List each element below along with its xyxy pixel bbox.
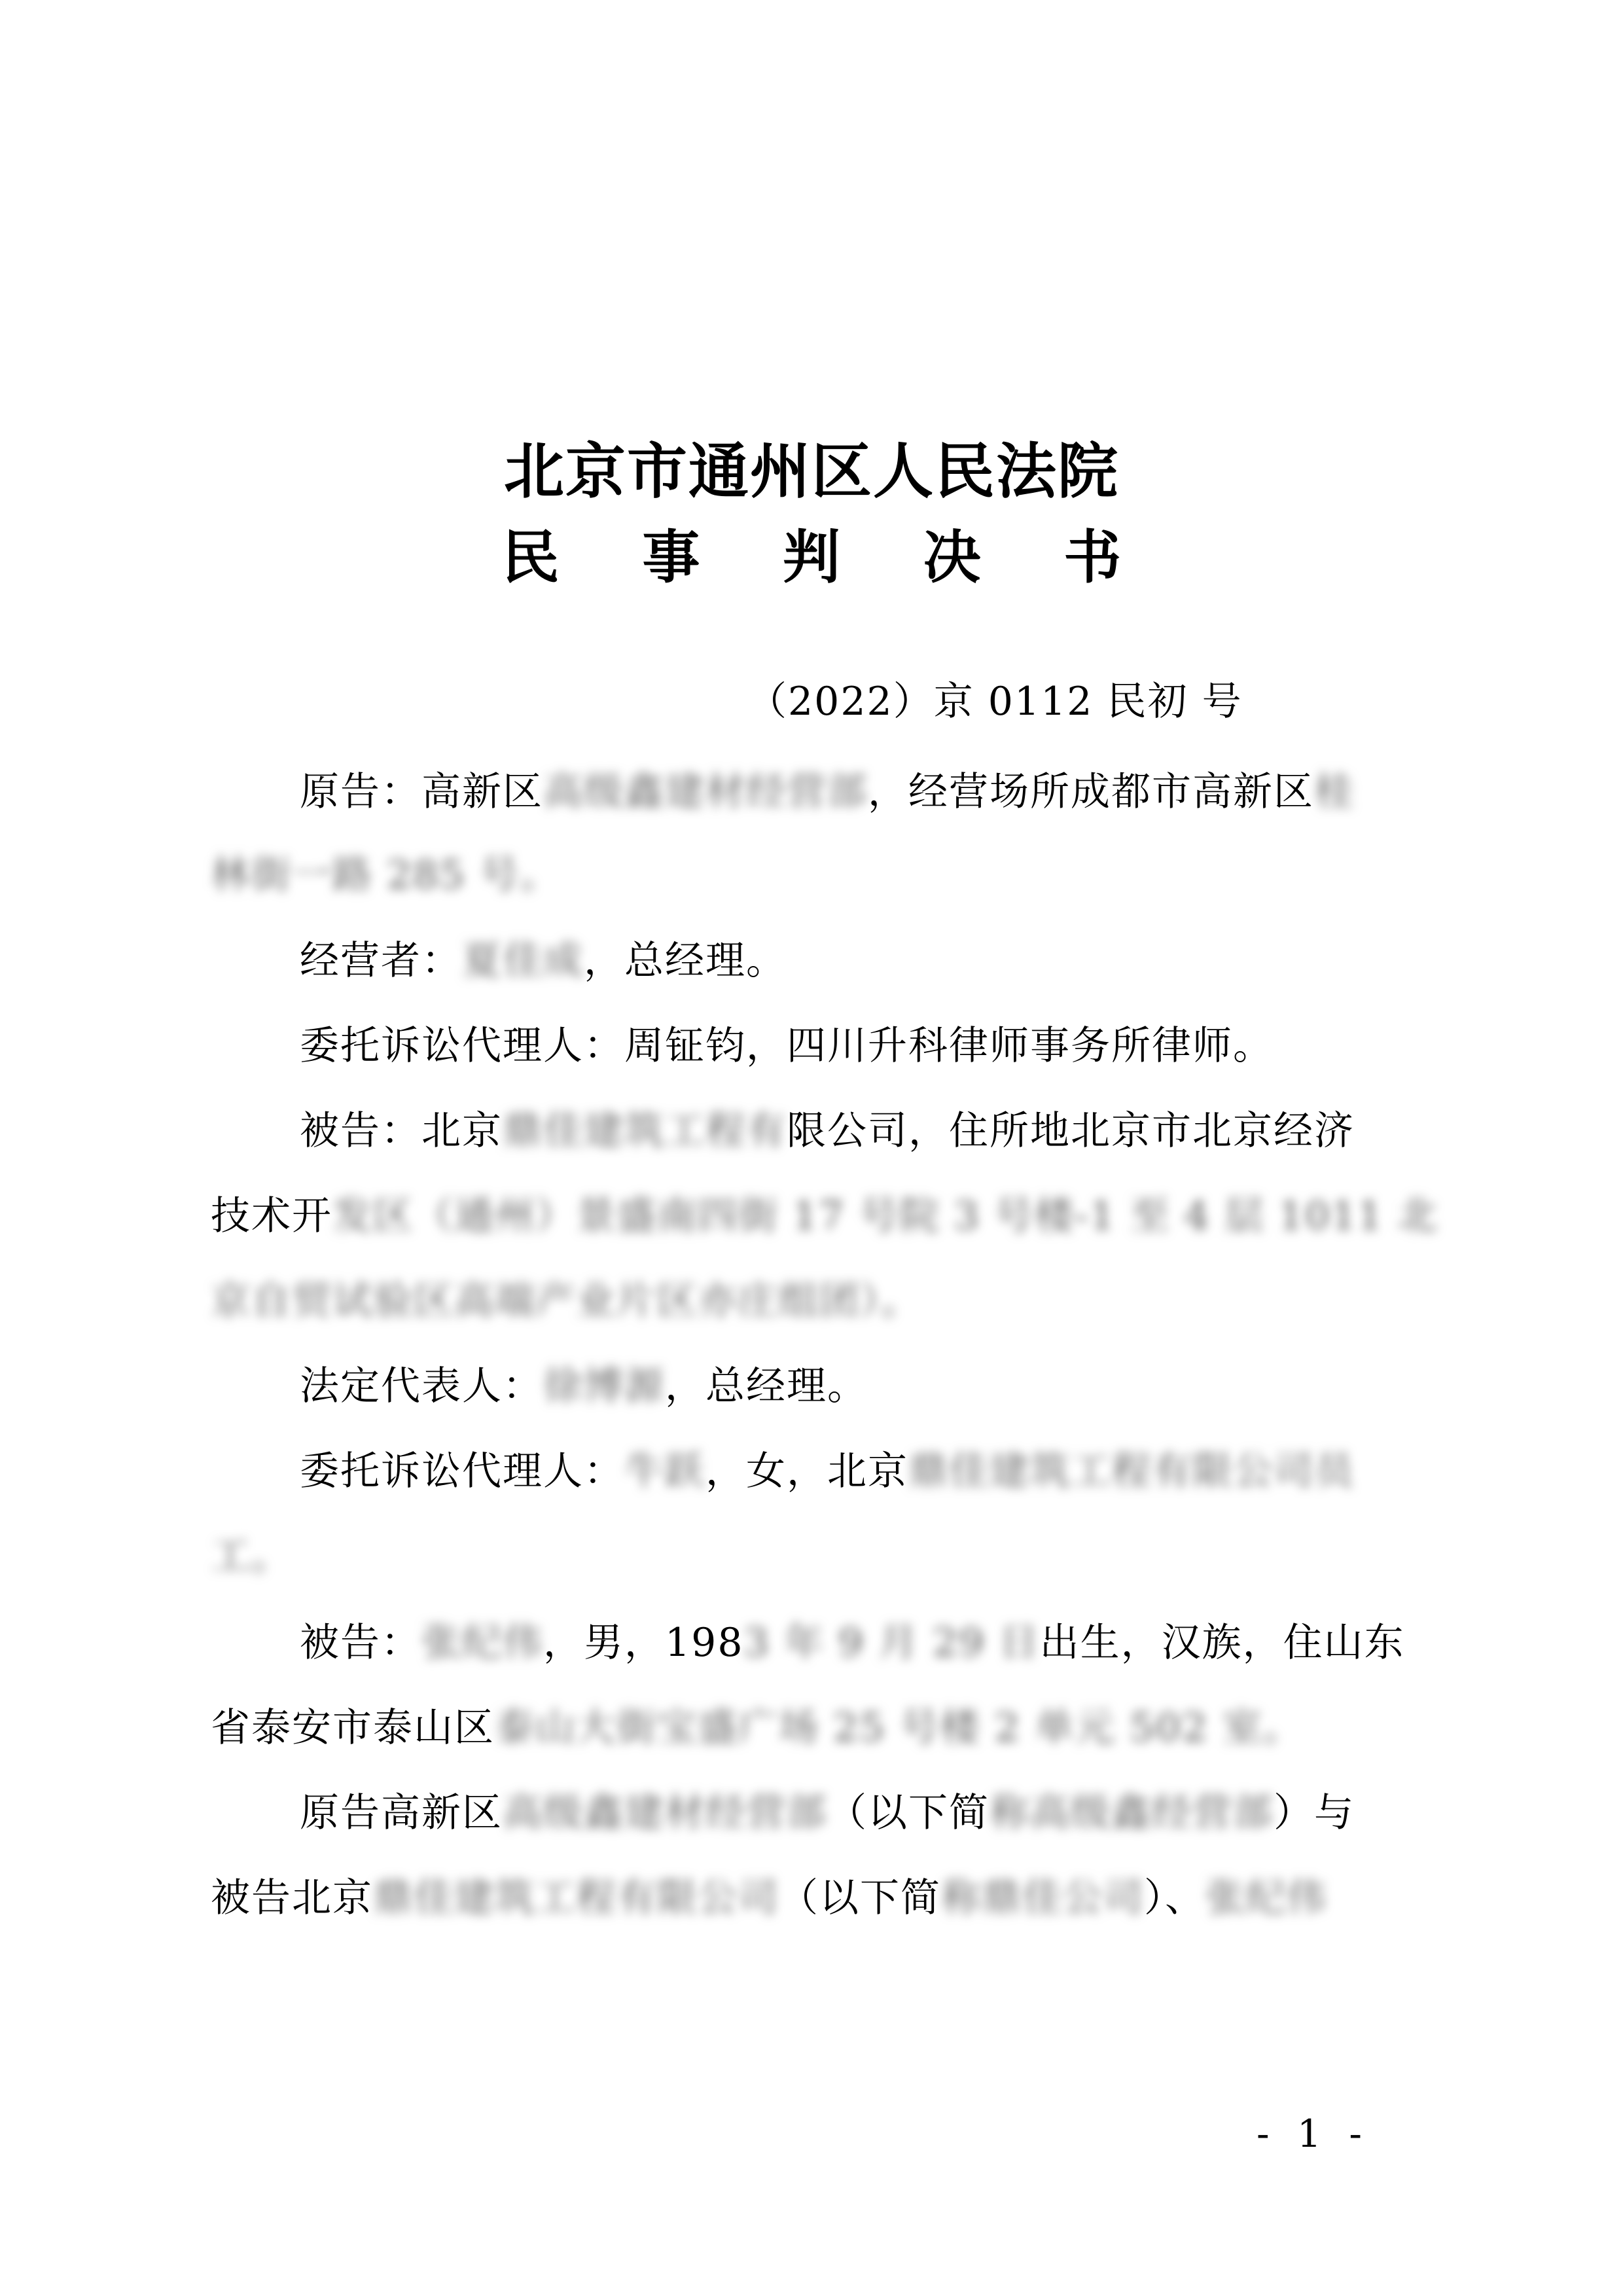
individual-defendant-line-2: [211, 1702, 1303, 1754]
redacted-individual-defendant-name: 张纪伟: [421, 1620, 543, 1666]
summary-defendant-intro: 被告北京: [211, 1875, 373, 1921]
redacted-address-start: 桂: [1314, 769, 1355, 815]
operator-line: [300, 935, 787, 987]
redacted-birth-date: 3 年 9 月 29 日: [743, 1620, 1040, 1666]
defendant-company-line-2: [211, 1190, 1438, 1242]
redacted-summary-plaintiff-name: 高级鑫建材经营部: [503, 1790, 827, 1836]
plaintiff-label: 原告：高新区: [300, 769, 543, 815]
plaintiff-line-2: [211, 849, 561, 901]
plaintiff-agent-line: 委托诉讼代理人：周钲钧，四川升科律师事务所律师。: [300, 1023, 1274, 1069]
redacted-plaintiff-address: 林街一路 285 号。: [211, 852, 561, 898]
summary-line-1: [300, 1787, 1355, 1839]
redacted-summary-defendant-short: 称鼎佳公司: [941, 1875, 1144, 1921]
individual-defendant-label: 被告：: [300, 1620, 421, 1666]
legal-representative-label: 法定代表人：: [300, 1363, 543, 1409]
plaintiff-line-1: [300, 766, 1355, 818]
defendant-address-start: 技术开: [211, 1193, 332, 1239]
summary-plaintiff-intro: 原告高新区: [300, 1790, 503, 1836]
defendant-company-suffix: 限公司，住所地北京市北京经济: [787, 1108, 1355, 1154]
individual-defendant-address-start: 省泰安市泰山区: [211, 1705, 495, 1751]
case-number: （2022）京 0112 民初 号: [747, 679, 1243, 725]
summary-conjunction: ）与: [1274, 1790, 1355, 1836]
redacted-plaintiff-name: 高级鑫建材经营部: [543, 769, 868, 815]
defendant-company-line-1: [300, 1105, 1355, 1157]
summary-defendant-short-intro: （以下简: [779, 1875, 941, 1921]
defendant-label: 被告：北京: [300, 1108, 503, 1154]
defendant-agent-label: 委托诉讼代理人：: [300, 1448, 624, 1494]
summary-short-name-intro: （以下简: [827, 1790, 990, 1836]
defendant-agent-line-2: [211, 1530, 292, 1583]
redacted-legal-representative: 徐博源: [543, 1363, 665, 1409]
defendant-company-line-3: [211, 1275, 921, 1327]
redacted-individual-defendant-address: 泰山大街宝盛广场 25 号楼 2 单元 502 室。: [495, 1705, 1304, 1751]
operator-title: ，总经理。: [584, 938, 787, 984]
legal-representative-line: [300, 1360, 868, 1412]
court-name-title: 北京市通州区人民法院: [503, 436, 1119, 507]
redacted-summary-individual-defendant: 张纪伟: [1205, 1875, 1327, 1921]
legal-representative-title: ，总经理。: [665, 1363, 868, 1409]
defendant-agent-info: ，女，北京: [705, 1448, 908, 1494]
redacted-defendant-address: 发区（通州）景盛南四街 17 号院 3 号楼-1 至 4 层 1011 北: [332, 1193, 1438, 1239]
redacted-defendant-agent-employer: 鼎佳建筑工程有限公司员: [908, 1448, 1355, 1494]
document-type-title: 民 事 判 决 书: [501, 523, 1153, 591]
redacted-defendant-address-cont: 京自贸试验区高端产业片区亦庄组团）。: [211, 1278, 921, 1324]
redacted-summary-defendant-name: 鼎佳建筑工程有限公司: [373, 1875, 779, 1921]
redacted-defendant-agent-name: 牛跃: [624, 1448, 705, 1494]
redacted-defendant-agent-employer-cont: 工。: [211, 1534, 292, 1579]
redacted-summary-plaintiff-short: 称高级鑫经营部: [990, 1790, 1274, 1836]
plaintiff-address-intro: ，经营场所成都市高新区: [868, 769, 1314, 815]
operator-label: 经营者：: [300, 938, 462, 984]
summary-line-2: [211, 1872, 1327, 1924]
summary-separator: ）、: [1144, 1875, 1205, 1921]
individual-defendant-info: ，男，198: [543, 1620, 744, 1666]
defendant-agent-line-1: [300, 1445, 1355, 1498]
redacted-operator-name: 夏佳成: [462, 938, 584, 984]
individual-defendant-line-1: [300, 1617, 1405, 1669]
page-number: - 1 -: [1257, 2111, 1370, 2156]
individual-defendant-info-cont: 出生，汉族，住山东: [1039, 1620, 1405, 1666]
redacted-defendant-company-name: 鼎佳建筑工程有: [503, 1108, 787, 1154]
